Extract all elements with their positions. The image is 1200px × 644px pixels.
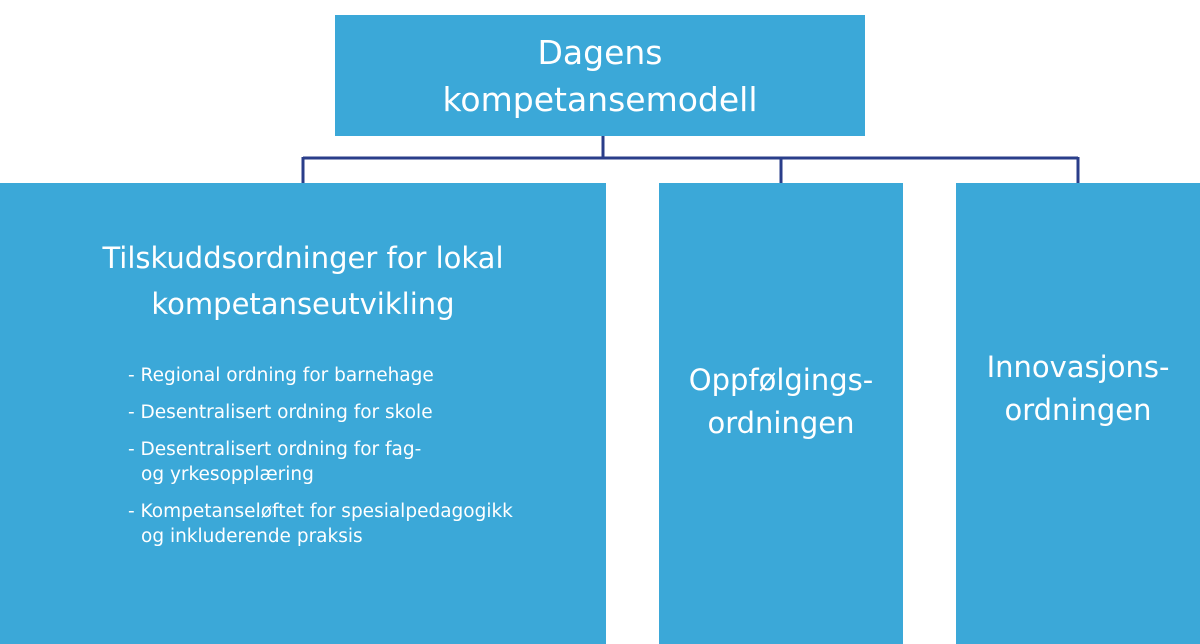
- innovasjonsordningen-line-1: Innovasjons-: [986, 349, 1170, 384]
- root-title-line-2: kompetansemodell: [442, 79, 758, 119]
- tilskuddsordninger-title-line-1: Tilskuddsordninger for lokal: [102, 241, 504, 275]
- list-item: [128, 400, 588, 425]
- list-item-text: - Regional ordning for barnehage: [128, 365, 434, 386]
- node-oppfolgingsordningen: [659, 183, 903, 644]
- list-item-text-continued: og inkluderende praksis: [141, 526, 363, 547]
- list-item-text: - Kompetanseløftet for spesialpedagogikk: [128, 501, 513, 522]
- root-title-line-1: Dagens: [537, 32, 663, 72]
- node-innovasjonsordningen: [956, 183, 1200, 644]
- root-node-dagens-kompetansemodell: [335, 15, 865, 136]
- oppfolgingsordningen-line-2: ordningen: [707, 405, 855, 440]
- node-tilskuddsordninger: [0, 183, 606, 644]
- list-item: [128, 437, 588, 487]
- tilskuddsordninger-title-line-2: kompetanseutvikling: [151, 287, 455, 321]
- list-item-text: - Desentralisert ordning for fag-: [128, 439, 422, 460]
- list-item-text: - Desentralisert ordning for skole: [128, 402, 433, 423]
- ordning-list: [128, 363, 588, 561]
- list-item-text-continued: og yrkesopplæring: [141, 464, 314, 485]
- tilskuddsordninger-title: [0, 235, 606, 327]
- innovasjonsordningen-line-2: ordningen: [1004, 392, 1152, 427]
- list-item: [128, 499, 588, 549]
- list-item: [128, 363, 588, 388]
- oppfolgingsordningen-line-1: Oppfølgings-: [688, 362, 874, 397]
